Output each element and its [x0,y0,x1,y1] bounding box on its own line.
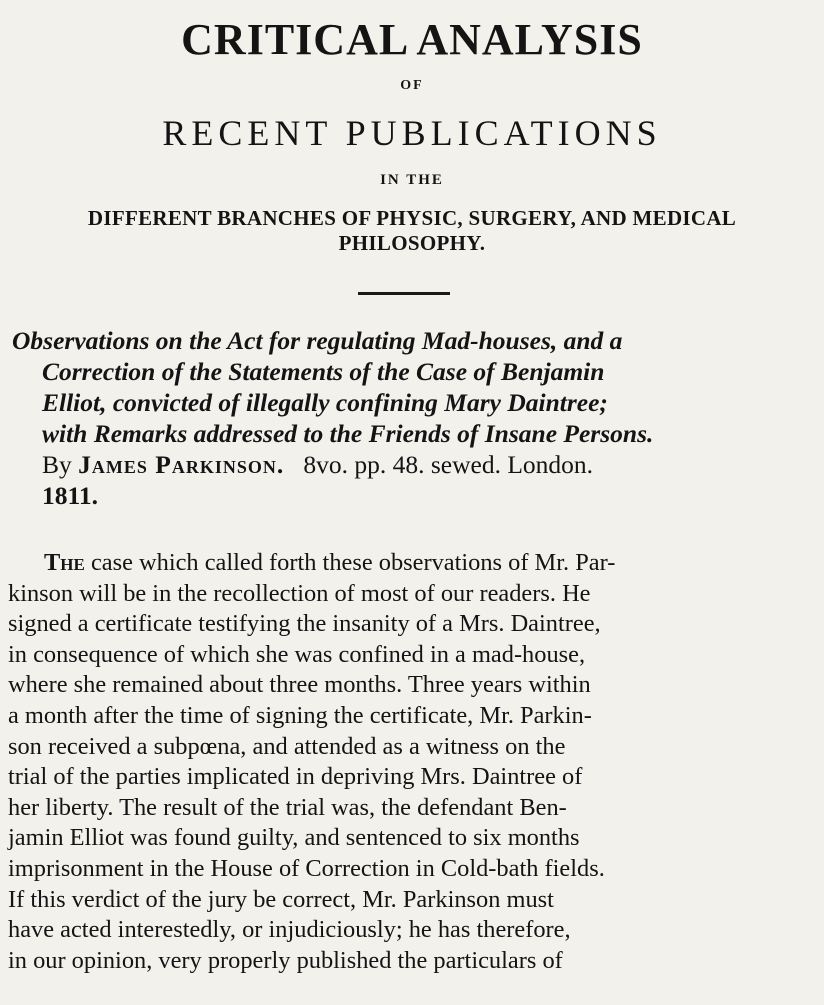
title-of: OF [400,78,424,93]
review-citation [12,325,812,511]
body-line: in consequence of which she was confined in a mad-house, [8,640,586,668]
review-line: Elliot, convicted of illegally confining Mary Daintree; [42,388,608,417]
body-line: where she remained about three months. Three years within [8,671,591,699]
page-title: CRITICAL ANALYSIS [181,15,643,64]
title-branches-line1: DIFFERENT BRANCHES OF PHYSIC, SURGERY, AND MEDICAL [87,206,737,230]
body-line: kinson will be in the recollection of most of our readers. He [8,579,591,607]
body-first-word: The [44,549,85,576]
body-line: have acted interestedly, or injudiciously; he has therefore, [8,916,571,944]
body-line: If this verdict of the jury be correct, Mr. Parkinson must [8,885,554,913]
body-line: son received a subpœna, and attended as a witness on the [8,732,566,760]
title-branches [30,206,794,256]
review-details: 8vo. pp. 48. sewed. London. [303,450,594,479]
review-year: 1811. [42,481,98,510]
body-line: imprisonment in the House of Correction in Cold-bath fields. [8,854,605,882]
body-line: jamin Elliot was found guilty, and sentenced to six months [8,824,580,852]
review-line: Observations on the Act for regulating Mad-houses, and a [12,326,623,355]
review-author: James Parkinson. [78,450,285,479]
review-by: By [42,450,72,479]
body-line: a month after the time of signing the certificate, Mr. Parkin- [8,701,592,729]
body-line: The case which called forth these observations of Mr. Par- [44,549,616,576]
title-in-the: IN THE [380,172,444,188]
review-byline [12,449,812,480]
title-branches-line2: PHILOSOPHY. [338,231,486,255]
section-rule [358,292,450,295]
body-line: her liberty. The result of the trial was, the defendant Ben- [8,793,567,821]
title-recent-publications: RECENT PUBLICATIONS [162,113,662,153]
body-line: trial of the parties implicated in depriving Mrs. Daintree of [8,763,583,791]
review-line: with Remarks addressed to the Friends of Insane Persons. [42,419,654,448]
review-line: Correction of the Statements of the Case of Benjamin [42,357,605,386]
body-line: in our opinion, very properly published the particulars of [8,946,563,974]
body-line: signed a certificate testifying the insanity of a Mrs. Daintree, [8,610,601,638]
body-text [8,548,816,976]
